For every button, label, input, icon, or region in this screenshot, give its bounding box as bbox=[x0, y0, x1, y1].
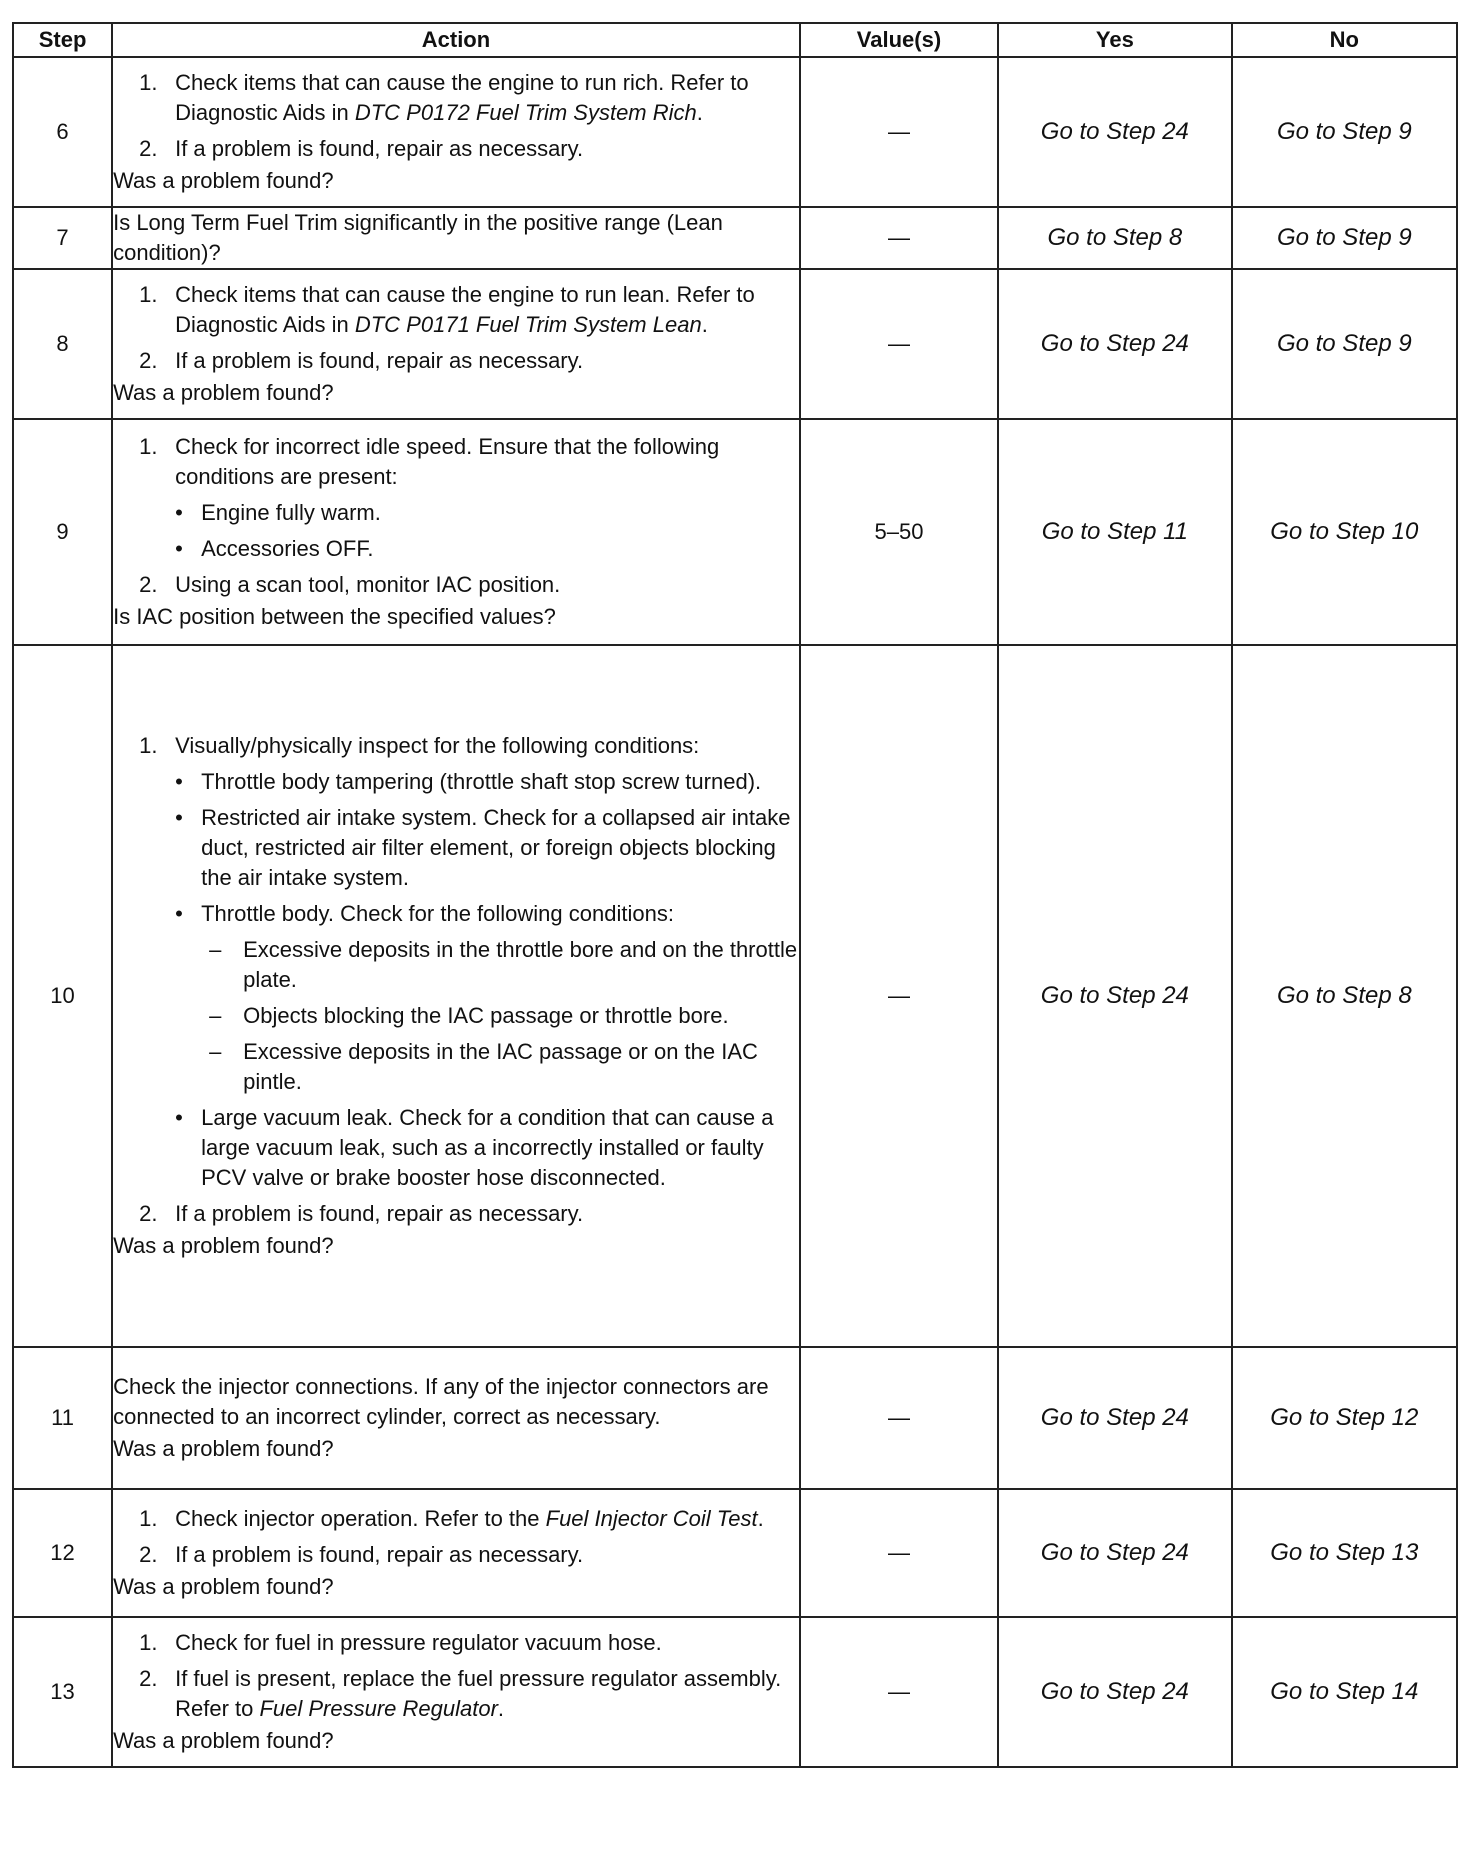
question: Is IAC position between the specified values? bbox=[113, 604, 556, 629]
reference-link: DTC P0172 Fuel Trim System Rich bbox=[354, 100, 697, 125]
no-action: Go to Step 9 bbox=[1232, 207, 1457, 269]
bullet-icon: • bbox=[175, 536, 183, 561]
table-row bbox=[13, 645, 1457, 1347]
action-cell: 1. Check injector operation. Refer to the Fuel Injector Coil Test. 2. If a problem is found, repair as necessary. Was a problem found? bbox=[112, 1489, 800, 1617]
question: Was a problem found? bbox=[113, 380, 334, 405]
question: Was a problem found? bbox=[113, 1728, 334, 1753]
no-action: Go to Step 10 bbox=[1232, 419, 1457, 645]
dash-icon: – bbox=[209, 1039, 222, 1064]
value-cell: — bbox=[800, 1489, 998, 1617]
value-cell: — bbox=[800, 1617, 998, 1767]
table-row bbox=[13, 1347, 1457, 1489]
reference-link: DTC P0171 Fuel Trim System Lean bbox=[354, 312, 702, 337]
no-action: Go to Step 14 bbox=[1232, 1617, 1457, 1767]
question: Was a problem found? bbox=[113, 1574, 334, 1599]
bullet-icon: • bbox=[175, 769, 183, 794]
yes-action: Go to Step 24 bbox=[998, 645, 1232, 1347]
header-action: Action bbox=[112, 23, 800, 57]
no-action: Go to Step 9 bbox=[1232, 57, 1457, 207]
table-row bbox=[13, 207, 1457, 269]
table-row bbox=[13, 419, 1457, 645]
header-no: No bbox=[1232, 23, 1457, 57]
action-cell: 1. Check for incorrect idle speed. Ensure that the following conditions are present: • Engine fully warm. • Accessories OFF. 2. Using a scan tool, monitor IAC position. Is IAC position between the specified values? bbox=[112, 419, 800, 645]
diagnostic-page bbox=[12, 22, 1458, 1768]
question: Was a problem found? bbox=[113, 1436, 334, 1461]
table-row bbox=[13, 1617, 1457, 1767]
step-number: 10 bbox=[13, 645, 112, 1347]
action-cell bbox=[112, 207, 800, 269]
action-cell: Check the injector connections. If any of the injector connectors are connected to an incorrect cylinder, correct as necessary. Was a problem found? bbox=[112, 1347, 800, 1489]
action-cell: 1. Check items that can cause the engine to run rich. Refer to Diagnostic Aids in DTC P0172 Fuel Trim System Rich. 2. If a problem is found, repair as necessary. Was a problem found? bbox=[112, 57, 800, 207]
action-cell: 1. Check for fuel in pressure regulator vacuum hose. 2. If fuel is present, replace the fuel pressure regulator assembly. Refer to Fuel Pressure Regulator. Was a problem found? bbox=[112, 1617, 800, 1767]
bullet-icon: • bbox=[175, 805, 183, 830]
step-number: 7 bbox=[13, 207, 112, 269]
reference-link: Fuel Injector Coil Test bbox=[545, 1506, 758, 1531]
yes-action: Go to Step 24 bbox=[998, 269, 1232, 419]
value-cell: — bbox=[800, 207, 998, 269]
yes-action: Go to Step 24 bbox=[998, 1347, 1232, 1489]
question: Was a problem found? bbox=[113, 168, 334, 193]
action-cell: 1. Check items that can cause the engine to run lean. Refer to Diagnostic Aids in DTC P0171 Fuel Trim System Lean. 2. If a problem is found, repair as necessary. Was a problem found? bbox=[112, 269, 800, 419]
header-step: Step bbox=[13, 23, 112, 57]
value-cell: — bbox=[800, 57, 998, 207]
no-action: Go to Step 13 bbox=[1232, 1489, 1457, 1617]
value-cell: — bbox=[800, 645, 998, 1347]
no-action: Go to Step 12 bbox=[1232, 1347, 1457, 1489]
step-number: 11 bbox=[13, 1347, 112, 1489]
question: Was a problem found? bbox=[113, 1233, 334, 1258]
yes-action: Go to Step 8 bbox=[998, 207, 1232, 269]
step-number: 9 bbox=[13, 419, 112, 645]
bullet-icon: • bbox=[175, 1105, 183, 1130]
action-cell: 1. Visually/physically inspect for the following conditions: • Throttle body tampering (throttle shaft stop screw turned). • Restricted air intake system. Check for a collapsed air intake duct, restricted air filter element, or foreign objects blocking the air intake system. • Throttle body. Check for the following conditions: – Excessive deposits in the throttle bore and on the throttle plate. – Objects blocking the IAC passage or throttle bore. – Excessive deposits in the IAC passage or on the IAC pintle. • Large vacuum leak. Check for a condition that can cause a large vacuum leak, such as a incorrectly installed or faulty PCV valve or brake booster hose disconnected. 2. If a problem is found, repair as necessary. Was a problem found? bbox=[112, 645, 800, 1347]
bullet-icon: • bbox=[175, 901, 183, 926]
value-cell: — bbox=[800, 269, 998, 419]
table-row bbox=[13, 57, 1457, 207]
reference-link: Fuel Pressure Regulator bbox=[259, 1696, 498, 1721]
step-number: 6 bbox=[13, 57, 112, 207]
yes-action: Go to Step 24 bbox=[998, 1617, 1232, 1767]
value-cell: — bbox=[800, 1347, 998, 1489]
diagnostic-table bbox=[12, 22, 1458, 1768]
step-number: 8 bbox=[13, 269, 112, 419]
header-values: Value(s) bbox=[800, 23, 998, 57]
question: Is Long Term Fuel Trim significantly in the positive range (Lean condition)? bbox=[113, 210, 723, 265]
yes-action: Go to Step 11 bbox=[998, 419, 1232, 645]
step-number: 12 bbox=[13, 1489, 112, 1617]
dash-icon: – bbox=[209, 937, 222, 962]
dash-icon: – bbox=[209, 1003, 222, 1028]
yes-action: Go to Step 24 bbox=[998, 57, 1232, 207]
bullet-icon: • bbox=[175, 500, 183, 525]
step-number: 13 bbox=[13, 1617, 112, 1767]
no-action: Go to Step 9 bbox=[1232, 269, 1457, 419]
no-action: Go to Step 8 bbox=[1232, 645, 1457, 1347]
yes-action: Go to Step 24 bbox=[998, 1489, 1232, 1617]
table-row bbox=[13, 269, 1457, 419]
header-row bbox=[13, 23, 1457, 57]
table-row bbox=[13, 1489, 1457, 1617]
header-yes: Yes bbox=[998, 23, 1232, 57]
value-cell: 5–50 bbox=[800, 419, 998, 645]
